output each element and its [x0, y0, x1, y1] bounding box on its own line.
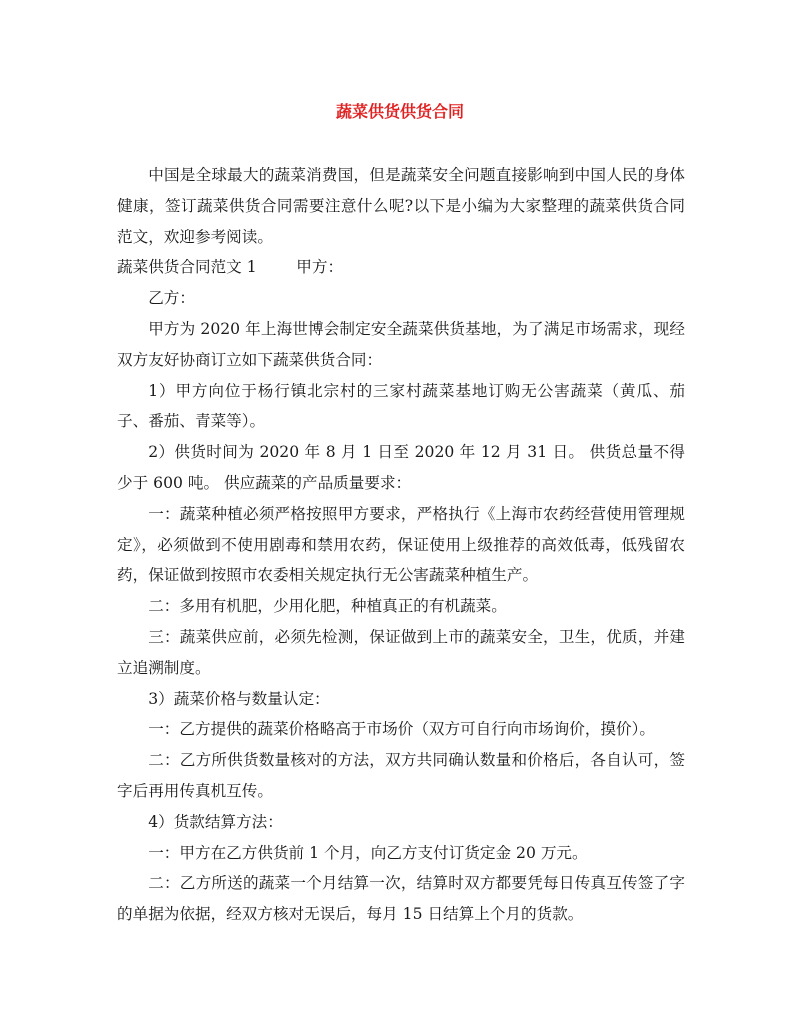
clause-3: 3）蔬菜价格与数量认定：	[148, 689, 330, 708]
clause-2-item-3: 三：蔬菜供应前，必须先检测，保证做到上市的蔬菜安全，卫生，优质，并建立追溯制度。	[117, 627, 685, 677]
document-title: 蔬菜供货供货合同	[335, 102, 464, 121]
clause-2: 2）供货时间为 2020 年 8 月 1 日至 2020 年 12 月 31 日。 供货总量不得少于 600 吨。 供应蔬菜的产品质量要求：	[117, 443, 685, 492]
clause-4-item-2: 二：乙方所送的蔬菜一个月结算一次，结算时双方都要凭每日传真互传签了字的单据为依据，经双方核对无误后，每月 15 日结算上个月的货款。	[117, 874, 685, 924]
clause-4: 4）货款结算方法：	[148, 812, 283, 831]
preamble-paragraph: 甲方为 2020 年上海世博会制定安全蔬菜供货基地，为了满足市场需求，现经双方友好协商订立如下蔬菜供货合同：	[117, 319, 685, 369]
clause-4-item-1: 一：甲方在乙方供货前 1 个月，向乙方支付订货定金 20 万元。	[148, 843, 588, 862]
section-heading-party-a: 蔬菜供货合同范文 1 甲方：	[117, 258, 344, 277]
clause-2-item-1: 一：蔬菜种植必须严格按照甲方要求，严格执行《上海市农药经营使用管理规定》，必须做到不使用剧毒和禁用农药，保证使用上级推荐的高效低毒，低残留农药，保证做到按照市农委相关规定执行无公害蔬菜种植生产。	[117, 504, 685, 585]
clause-3-item-1: 一：乙方提供的蔬菜价格略高于市场价（双方可自行向市场询价，摸价）。	[148, 720, 655, 739]
clause-2-item-2: 二：多用有机肥，少用化肥，种植真正的有机蔬菜。	[148, 597, 507, 616]
document-body	[117, 160, 685, 930]
party-b-line: 乙方：	[148, 289, 195, 308]
clause-3-item-2: 二：乙方所供货数量核对的方法，双方共同确认数量和价格后，各自认可，签字后再用传真机互传。	[117, 751, 685, 800]
clause-1: 1）甲方向位于杨行镇北宗村的三家村蔬菜基地订购无公害蔬菜（黄瓜、茄子、番茄、青菜等）。	[117, 381, 685, 431]
intro-paragraph: 中国是全球最大的蔬菜消费国，但是蔬菜安全问题直接影响到中国人民的身体健康，签订蔬菜供货合同需要注意什么呢?以下是小编为大家整理的蔬菜供货合同范文，欢迎参考阅读。	[117, 166, 685, 246]
